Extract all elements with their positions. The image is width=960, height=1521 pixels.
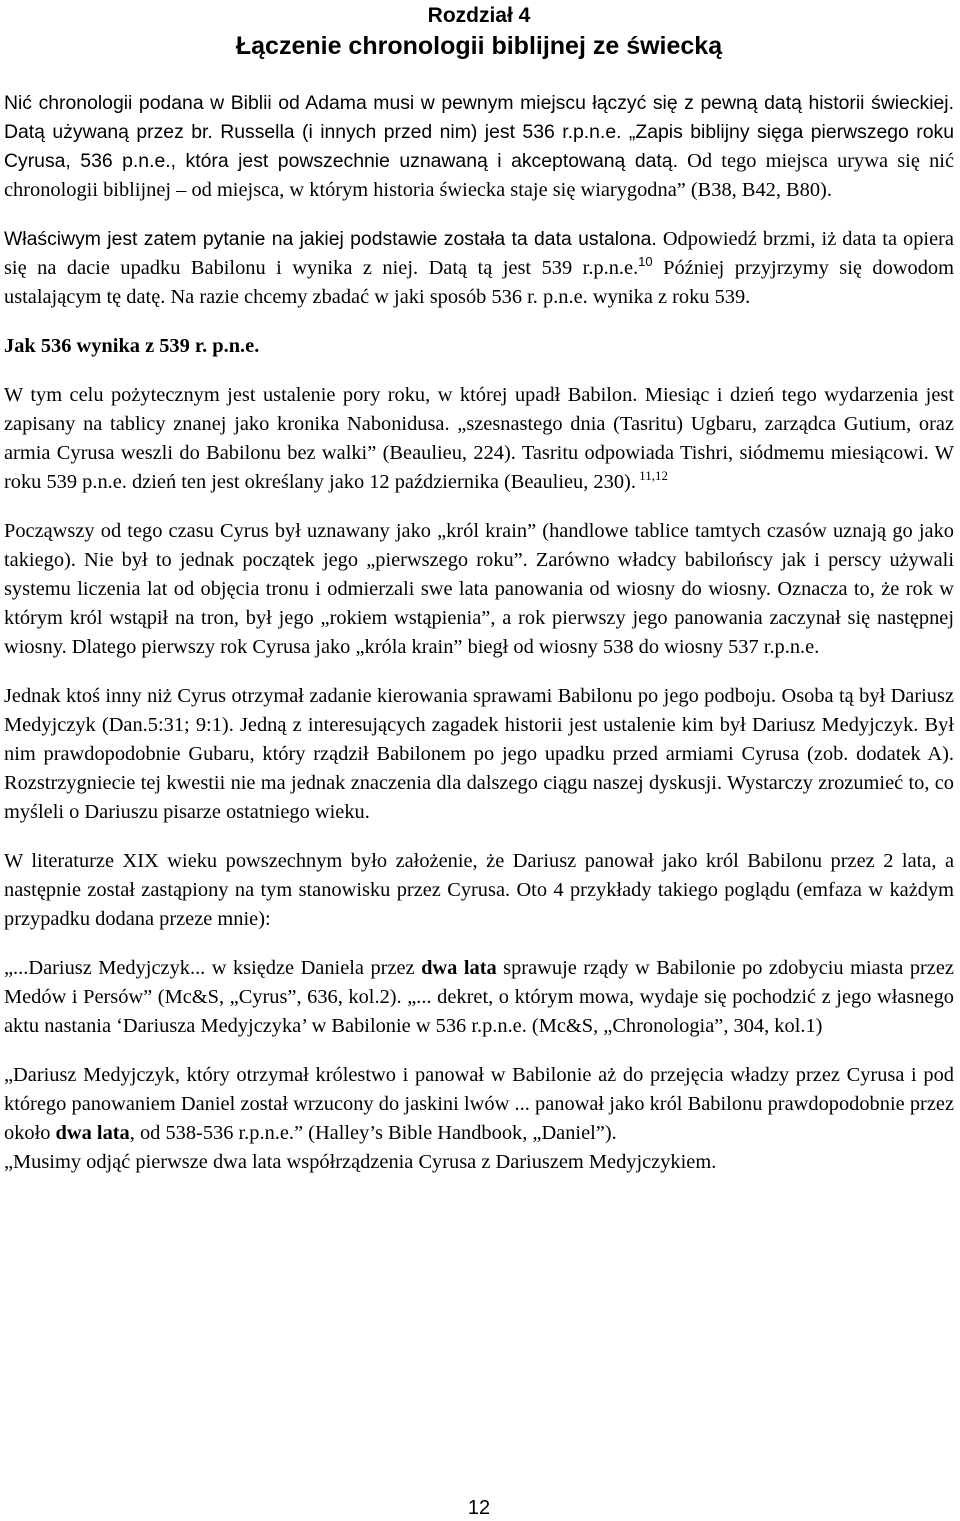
paragraph-babylon-fall — [4, 381, 954, 497]
quote-halley-emphasis: dwa lata — [55, 1122, 130, 1144]
chapter-title: Łączenie chronologii biblijnej ze świecką — [235, 32, 723, 60]
paragraph-babylon-fall-text: W tym celu pożytecznym jest ustalenie pory roku, w której upadł Babilon. Miesiąc i dzień tego wydarzenia jest zapisany na tablicy znanej jako kronika Nabonidusa. „szesnastego dnia (Tasritu) Ugbaru, zarządca Gutium, oraz armia Cyrusa weszli do Babilonu bez walki” (Beaulieu, 224). Tasritu odpowiada Tishri, siódmemu miesiącowi. W roku 539 p.n.e. dzień ten jest określany jako 12 października (Beaulieu, 230). — [4, 384, 954, 493]
paragraph-intro — [4, 89, 954, 205]
document-page — [4, 0, 954, 1521]
quote-halley — [4, 1061, 954, 1148]
paragraph-question-part-a: Właściwym jest zatem pytanie na jakiej podstawie została ta data ustalona. — [4, 228, 657, 250]
paragraph-question-part-c: Później przyjrzymy się dowodom ustalającym tę datę. Na razie chcemy zbadać w jaki sposób 536 r. p.n.e. wynika z roku 539. — [4, 257, 954, 308]
footnote-ref-10: 10 — [638, 254, 653, 269]
footnote-ref-11-12: 11,12 — [635, 468, 668, 483]
section-subheading: Jak 536 wynika z 539 r. p.n.e. — [4, 335, 260, 357]
chapter-number: Rozdział 4 — [427, 4, 531, 27]
paragraph-question-part-b: Odpowiedź brzmi, iż data ta opiera się na dacie upadku Babilonu i wynika z niej. Datą tą jest 539 r.p.n.e. — [4, 228, 954, 279]
quote-mcs — [4, 954, 954, 1041]
quote-mcs-part-a: „...Dariusz Medyjczyk... w księdze Daniela przez — [4, 957, 422, 979]
paragraph-literature: W literaturze XIX wieku powszechnym było założenie, że Dariusz panował jako król Babilonu przez 2 lata, a następnie został zastąpiony na tym stanowisku przez Cyrusa. Oto 4 przykłady takiego poglądu (emfaza w każdym przypadku dodana przeze mnie): — [4, 850, 954, 930]
quote-mcs-emphasis: dwa lata — [421, 957, 497, 979]
quote-subtract: „Musimy odjąć pierwsze dwa lata współrządzenia Cyrusa z Dariuszem Medyjczykiem. — [4, 1151, 717, 1173]
paragraph-question — [4, 225, 954, 312]
paragraph-intro-part-a: Nić chronologii podana w Biblii od Adama musi w pewnym miejscu łączyć się z pewną datą historii świeckiej. Datą używaną przez br. Russella (i innych przed nim) jest 536 r.p.n.e. „Zapis biblijny sięga pierwszego roku Cyrusa, 536 p.n.e., która jest powszechnie uznawaną i akceptowaną datą. — [4, 92, 954, 172]
paragraph-intro-part-b: Od tego miejsca urywa się nić chronologii biblijnej – od miejsca, w którym historia świecka staje się wiarygodna” (B38, B42, B80). — [4, 150, 954, 201]
quote-halley-part-b: , od 538-536 r.p.n.e.” (Halley’s Bible Handbook, „Daniel”). — [129, 1122, 617, 1144]
paragraph-cyrus-king: Począwszy od tego czasu Cyrus był uznawany jako „król krain” (handlowe tablice tamtych czasów uznają go jako takiego). Nie był to jednak początek jego „pierwszego roku”. Zarówno władcy babilońscy jak i perscy używali systemu liczenia lat od objęcia tronu i odmierzali swe lata panowania od wiosny do wiosny. Oznacza to, że rok w którym król wstąpił na tron, był jego „rokiem wstąpienia”, a rok pierwszy jego panowania zaczynał się następnej wiosny. Dlatego pierwszy rok Cyrusa jako „króla krain” biegł od wiosny 538 do wiosny 537 r.p.n.e. — [4, 520, 954, 658]
quote-halley-part-a: „Dariusz Medyjczyk, który otrzymał królestwo i panował w Babilonie aż do przejęcia władzy przez Cyrusa i pod którego panowaniem Daniel został wrzucony do jaskini lwów ... panował jako król Babilonu prawdopodobnie przez około — [4, 1064, 954, 1144]
paragraph-darius: Jednak ktoś inny niż Cyrus otrzymał zadanie kierowania sprawami Babilonu po jego podboju. Osoba tą był Dariusz Medyjczyk (Dan.5:31; 9:1). Jedną z interesujących zagadek historii jest ustalenie kim był Dariusz Medyjczyk. Był nim prawdopodobnie Gubaru, który rządził Babilonem po jego upadku przed armiami Cyrusa (zob. dodatek A). Rozstrzygniecie tej kwestii nie ma jednak znaczenia dla dalszego ciągu naszej dyskusji. Wystarczy zrozumieć to, co myśleli o Dariuszu pisarze ostatniego wieku. — [4, 685, 954, 823]
page-number: 12 — [467, 1497, 491, 1519]
quote-mcs-part-b: sprawuje rządy w Babilonie po zdobyciu miasta przez Medów i Persów” (Mc&S, „Cyrus”, 636, kol.2). „... dekret, o którym mowa, wydaje się pochodzić z jego własnego aktu nastania ‘Dariusza Medyjczyka’ w Babilonie w 536 r.p.n.e. (Mc&S, „Chronologia”, 304, kol.1) — [4, 957, 954, 1037]
